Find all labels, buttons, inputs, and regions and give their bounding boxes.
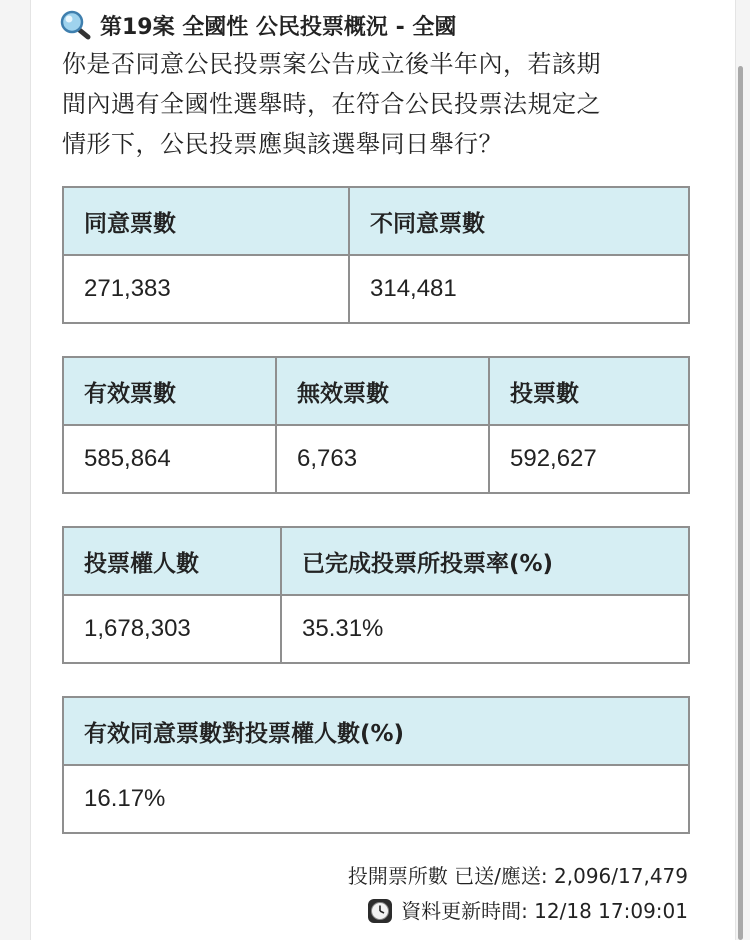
page-title: [60, 8, 456, 42]
valid-ballots-value: 585,864: [63, 425, 276, 493]
eligible-voters-value: 1,678,303: [63, 595, 281, 663]
agree-votes-value: 271,383: [63, 255, 349, 323]
invalid-ballots-value: 6,763: [276, 425, 489, 493]
invalid-ballots-header: 無效票數: [276, 357, 489, 425]
update-time-row: [188, 895, 688, 926]
total-ballots-value: 592,627: [489, 425, 689, 493]
referendum-question: [62, 44, 692, 164]
question-line: 情形下，公民投票應與該選舉同日舉行？: [62, 130, 503, 158]
agree-votes-header: 同意票數: [63, 187, 349, 255]
disagree-votes-value: 314,481: [349, 255, 689, 323]
agree-ratio-header: 有效同意票數對投票權人數(%): [63, 697, 689, 765]
valid-ballots-header: 有效票數: [63, 357, 276, 425]
clock-icon: [367, 898, 393, 924]
scrollbar[interactable]: [738, 66, 743, 940]
turnout-table: [62, 526, 690, 664]
disagree-votes-header: 不同意票數: [349, 187, 689, 255]
turnout-rate-header: 已完成投票所投票率(%): [281, 527, 689, 595]
stations-reported: 投開票所數 已送/應送: 2,096/17,479: [347, 864, 688, 888]
ballots-table: [62, 356, 690, 494]
update-time-text: 資料更新時間: 12/18 17:09:01: [401, 899, 688, 923]
question-line: 間內遇有全國性選舉時，在符合公民投票法規定之: [62, 90, 601, 118]
agree-ratio-value: 16.17%: [63, 765, 689, 833]
title-text: 第19案 全國性 公民投票概況 - 全國: [100, 14, 457, 40]
total-ballots-header: 投票數: [489, 357, 689, 425]
turnout-rate-value: 35.31%: [281, 595, 689, 663]
votes-table: [62, 186, 690, 324]
question-line: 你是否同意公民投票案公告成立後半年內，若該期: [62, 50, 601, 78]
ratio-table: [62, 696, 690, 834]
eligible-voters-header: 投票權人數: [63, 527, 281, 595]
magnifier-icon: [60, 10, 94, 40]
